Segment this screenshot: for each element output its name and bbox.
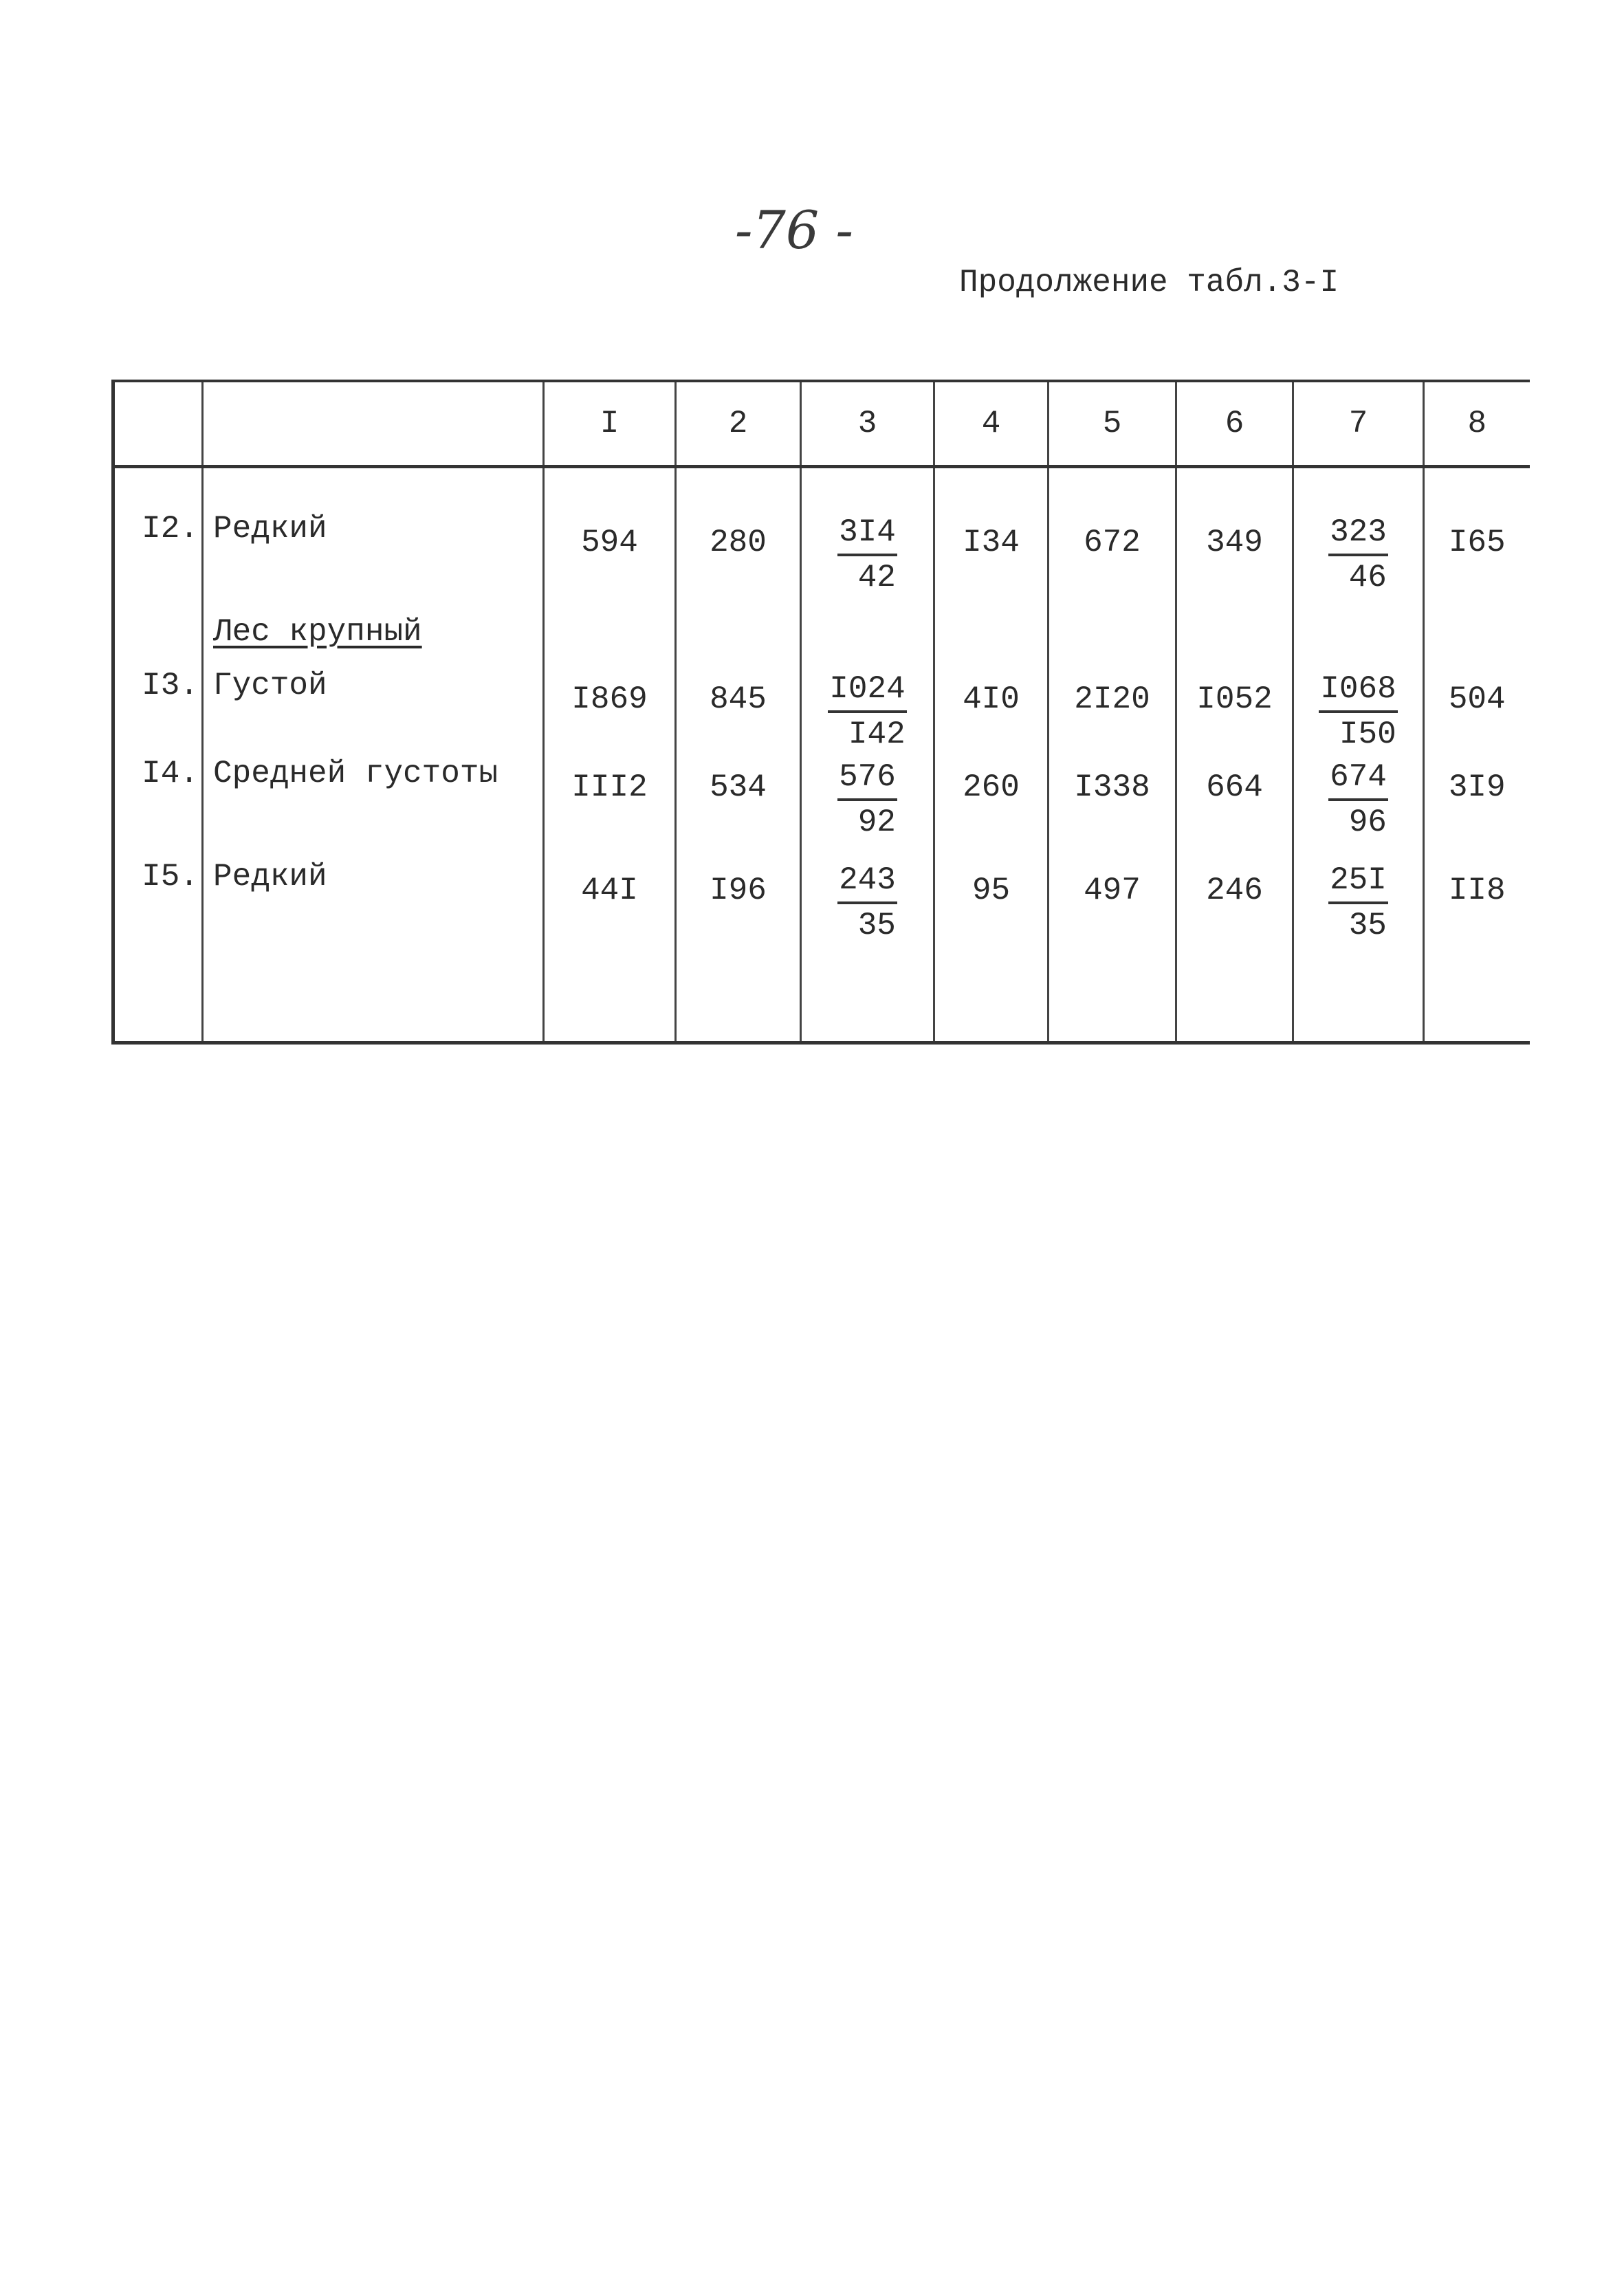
section-row	[113, 614, 1530, 662]
cell-col-8: II8	[1424, 859, 1530, 979]
row-number: I5.	[113, 859, 203, 979]
cell-col-3	[801, 859, 934, 979]
cell-col-7	[1293, 756, 1424, 859]
cell-col-8: 504	[1424, 662, 1530, 756]
table-row	[113, 662, 1530, 756]
header-col-8: 8	[1424, 381, 1530, 467]
page-number: -76 -	[734, 199, 854, 261]
header-name	[203, 381, 544, 467]
cell-col-3	[801, 662, 934, 756]
data-table	[111, 380, 1530, 1045]
cell-col-1: III2	[544, 756, 676, 859]
header-row	[113, 381, 1530, 467]
cell-col-5: 497	[1049, 859, 1176, 979]
row-number: I2.	[113, 467, 203, 615]
fraction-denominator: 46	[1348, 560, 1387, 595]
cell-col-3	[801, 467, 934, 615]
fraction-denominator: 96	[1348, 805, 1387, 840]
cell-col-6: 246	[1176, 859, 1293, 979]
table-row	[113, 756, 1530, 859]
cell-col-5: 2I20	[1049, 662, 1176, 756]
table-row	[113, 467, 1530, 615]
cell-col-1: I869	[544, 662, 676, 756]
row-number: I4.	[113, 756, 203, 859]
cell-col-2: I96	[676, 859, 801, 979]
fraction-denominator: 42	[857, 560, 896, 595]
fraction-denominator: 35	[857, 908, 896, 943]
cell-col-1: 44I	[544, 859, 676, 979]
cell-col-6: I052	[1176, 662, 1293, 756]
header-col-4: 4	[934, 381, 1049, 467]
header-col-5: 5	[1049, 381, 1176, 467]
cell-col-5: 672	[1049, 467, 1176, 615]
cell-col-7	[1293, 467, 1424, 615]
cell-col-3	[801, 756, 934, 859]
row-number: I3.	[113, 662, 203, 756]
section-title: Лес крупный	[203, 614, 544, 662]
cell-col-6: 349	[1176, 467, 1293, 615]
fraction-numerator: 243	[837, 859, 897, 904]
cell-col-5: I338	[1049, 756, 1176, 859]
fraction-denominator: 35	[1348, 908, 1387, 943]
fraction-denominator: I50	[1339, 717, 1396, 752]
header-col-3: 3	[801, 381, 934, 467]
cell-col-2: 280	[676, 467, 801, 615]
row-name: Густой	[203, 662, 544, 756]
header-num	[113, 381, 203, 467]
table-caption: Продолжение табл.3-I	[959, 265, 1339, 300]
header-col-6: 6	[1176, 381, 1293, 467]
row-number	[113, 614, 203, 662]
fraction-numerator: 576	[837, 756, 897, 801]
header-col-7: 7	[1293, 381, 1424, 467]
cell-col-2: 845	[676, 662, 801, 756]
fraction-numerator: I068	[1319, 668, 1397, 713]
table-bottom-row	[113, 979, 1530, 1043]
header-col-1: I	[544, 381, 676, 467]
row-name: Средней густоты	[203, 756, 544, 859]
fraction-denominator: 92	[857, 805, 896, 840]
fraction-numerator: 323	[1328, 511, 1388, 556]
cell-col-4: I34	[934, 467, 1049, 615]
fraction-numerator: 674	[1328, 756, 1388, 801]
header-col-2: 2	[676, 381, 801, 467]
fraction-denominator: I42	[848, 717, 906, 752]
cell-col-8: 3I9	[1424, 756, 1530, 859]
row-name: Редкий	[203, 467, 544, 615]
cell-col-2: 534	[676, 756, 801, 859]
cell-col-4: 260	[934, 756, 1049, 859]
cell-col-8: I65	[1424, 467, 1530, 615]
cell-col-1: 594	[544, 467, 676, 615]
fraction-numerator: I024	[828, 668, 906, 713]
fraction-numerator: 25I	[1328, 859, 1388, 904]
cell-col-7	[1293, 859, 1424, 979]
cell-col-4: 4I0	[934, 662, 1049, 756]
cell-col-7	[1293, 662, 1424, 756]
row-name: Редкий	[203, 859, 544, 979]
cell-col-4: 95	[934, 859, 1049, 979]
table-row	[113, 859, 1530, 979]
cell-col-6: 664	[1176, 756, 1293, 859]
fraction-numerator: 3I4	[837, 511, 897, 556]
